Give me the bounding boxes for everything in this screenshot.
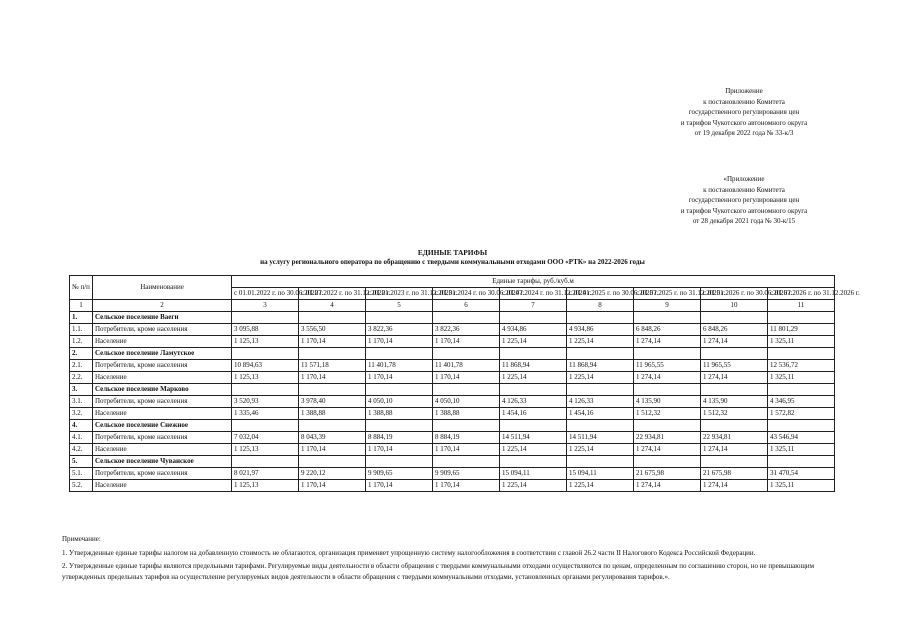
tariff-value-cell: 1 170,14	[433, 480, 500, 492]
empty-cell	[232, 420, 299, 432]
row-number: 3.2.	[70, 408, 93, 420]
header-period: с 01.07.2022 г. по 31.12.2022 г.	[299, 288, 366, 300]
empty-cell	[366, 420, 433, 432]
tariff-value-cell: 1 125,13	[232, 480, 299, 492]
empty-cell	[567, 420, 634, 432]
header-period: с 01.01.2023 г. по 31.12.2023 г.	[366, 288, 433, 300]
tariff-value-cell: 4 050,10	[366, 396, 433, 408]
tariff-value-cell: 1 225,14	[567, 480, 634, 492]
tariff-value-cell: 1 274,14	[701, 372, 768, 384]
empty-cell	[433, 420, 500, 432]
appendix-line: к постановлению Комитета	[703, 185, 785, 194]
tariff-value-cell: 1 512,32	[634, 408, 701, 420]
tariff-value-cell: 1 454,16	[500, 408, 567, 420]
table-row	[70, 468, 835, 480]
tariff-value-cell: 1 225,14	[500, 336, 567, 348]
empty-cell	[232, 384, 299, 396]
row-name: Потребители, кроме населения	[93, 468, 232, 480]
column-number: 7	[500, 300, 567, 312]
tariff-value-cell: 11 401,78	[366, 360, 433, 372]
row-number: 4.2.	[70, 444, 93, 456]
header-period: с 01.01.2026 г. по 30.06.2026 г.	[701, 288, 768, 300]
header-period: с 01.01.2024 г. по 30.06.2024 г.	[433, 288, 500, 300]
empty-cell	[567, 456, 634, 468]
column-number: 3	[232, 300, 299, 312]
tariff-value-cell: 6 848,26	[634, 324, 701, 336]
column-number: 2	[93, 300, 232, 312]
tariff-value-cell: 12 536,72	[768, 360, 835, 372]
tariff-value-cell: 3 556,50	[299, 324, 366, 336]
tariff-value-cell: 1 225,14	[567, 372, 634, 384]
row-name: Потребители, кроме населения	[93, 360, 232, 372]
column-number: 9	[634, 300, 701, 312]
tariff-value-cell: 1 388,88	[299, 408, 366, 420]
tariff-value-cell: 14 511,94	[567, 432, 634, 444]
row-number: 3.1.	[70, 396, 93, 408]
section-name: Сельское поселение Снежное	[93, 420, 232, 432]
tariff-value-cell: 1 325,11	[768, 480, 835, 492]
tariff-value-cell: 4 050,10	[433, 396, 500, 408]
tariffs-table	[69, 275, 860, 492]
section-row	[70, 312, 835, 324]
tariff-value-cell: 8 884,19	[366, 432, 433, 444]
tariff-value-cell: 3 095,88	[232, 324, 299, 336]
tariff-value-cell: 22 934,81	[701, 432, 768, 444]
header-tariffs-group: Единые тарифы, руб./куб.м	[232, 276, 835, 288]
section-name: Сельское поселение Ламутское	[93, 348, 232, 360]
tariff-value-cell: 8 021,97	[232, 468, 299, 480]
empty-cell	[500, 348, 567, 360]
empty-cell	[634, 456, 701, 468]
empty-cell	[366, 348, 433, 360]
tariff-value-cell: 4 126,33	[567, 396, 634, 408]
notes-block	[62, 534, 852, 585]
empty-cell	[500, 312, 567, 324]
tariff-value-cell: 1 225,14	[500, 480, 567, 492]
row-name: Население	[93, 444, 232, 456]
tariff-value-cell: 1 274,14	[634, 372, 701, 384]
tariff-value-cell: 21 675,98	[701, 468, 768, 480]
document-title: ЕДИНЫЕ ТАРИФЫ	[417, 248, 488, 257]
tariff-value-cell: 4 346,95	[768, 396, 835, 408]
tariff-value-cell: 1 274,14	[634, 480, 701, 492]
table-row	[70, 444, 835, 456]
column-number: 11	[768, 300, 835, 312]
tariff-value-cell: 11 868,94	[567, 360, 634, 372]
tariff-value-cell: 1 170,14	[433, 372, 500, 384]
tariff-value-cell: 8 884,19	[433, 432, 500, 444]
empty-cell	[768, 456, 835, 468]
tariff-value-cell: 22 934,81	[634, 432, 701, 444]
appendix-line: и тарифов Чукотского автономного округа	[680, 206, 808, 215]
row-name: Потребители, кроме населения	[93, 396, 232, 408]
column-number: 4	[299, 300, 366, 312]
section-name: Сельское поселение Ваеги	[93, 312, 232, 324]
row-name: Население	[93, 372, 232, 384]
column-number: 10	[701, 300, 768, 312]
table-row	[70, 480, 835, 492]
tariff-value-cell: 1 388,88	[366, 408, 433, 420]
table-row	[70, 336, 835, 348]
tariff-value-cell: 1 170,14	[299, 336, 366, 348]
section-number: 2.	[70, 348, 93, 360]
table-row	[70, 360, 835, 372]
empty-cell	[299, 420, 366, 432]
empty-cell	[768, 420, 835, 432]
tariff-value-cell: 1 512,32	[701, 408, 768, 420]
empty-cell	[433, 456, 500, 468]
section-number: 3.	[70, 384, 93, 396]
empty-cell	[366, 384, 433, 396]
tariff-value-cell: 1 125,13	[232, 444, 299, 456]
tariff-value-cell: 6 848,26	[701, 324, 768, 336]
tariff-value-cell: 4 126,33	[500, 396, 567, 408]
empty-cell	[232, 348, 299, 360]
table-row	[70, 432, 835, 444]
tariff-value-cell: 1 274,14	[701, 480, 768, 492]
tariff-value-cell: 1 388,88	[433, 408, 500, 420]
tariff-value-cell: 9 220,12	[299, 468, 366, 480]
table-row	[70, 324, 835, 336]
tariff-value-cell: 11 965,55	[634, 360, 701, 372]
empty-cell	[366, 456, 433, 468]
table-row	[70, 408, 835, 420]
tariff-value-cell: 1 225,14	[500, 444, 567, 456]
tariff-value-cell: 1 225,14	[567, 336, 634, 348]
column-number: 6	[433, 300, 500, 312]
section-name: Сельское поселение Марково	[93, 384, 232, 396]
column-number-row	[70, 300, 835, 312]
row-number: 4.1.	[70, 432, 93, 444]
empty-cell	[433, 348, 500, 360]
tariff-value-cell: 1 454,16	[567, 408, 634, 420]
appendix-block-previous	[620, 174, 868, 227]
tariff-value-cell: 1 325,11	[768, 336, 835, 348]
tariff-value-cell: 1 572,82	[768, 408, 835, 420]
section-row	[70, 384, 835, 396]
note-item: 2. Утвержденные единые тарифы являются предельными тарифами. Регулируемые виды деятельности в области обращения с твердыми коммунальными отходами осуществляются по ценам, определенным по соглашению сторон, но не превышающим утвержденных предельных тарифов на осуществление регулируемых видов деятельности в области обращения с твердыми коммунальными отходами, установленных органами регулирования тарифов.».	[62, 562, 815, 581]
empty-cell	[299, 312, 366, 324]
tariff-value-cell: 11 965,55	[701, 360, 768, 372]
appendix-line: государственного регулирования цен	[688, 196, 800, 204]
tariff-value-cell: 1 170,14	[433, 336, 500, 348]
empty-cell	[299, 384, 366, 396]
row-number: 2.1.	[70, 360, 93, 372]
tariff-value-cell: 1 170,14	[366, 444, 433, 456]
empty-cell	[433, 312, 500, 324]
column-number: 8	[567, 300, 634, 312]
row-number: 1.2.	[70, 336, 93, 348]
note-item: 1. Утвержденные единые тарифы налогом на добавленную стоимость не облагаются, организация применяет упрощенную систему налогообложения в соответствии с главой 26.2 части II Налогового Кодекса Российской Федерации.	[62, 548, 756, 557]
row-number: 1.1.	[70, 324, 93, 336]
appendix-block-current	[620, 86, 868, 139]
empty-cell	[500, 384, 567, 396]
row-name: Население	[93, 336, 232, 348]
header-period: с 01.07.2026 г. по 31.12.2026 г.	[768, 288, 835, 300]
tariff-value-cell: 4 934,86	[500, 324, 567, 336]
tariff-value-cell: 1 170,14	[299, 444, 366, 456]
empty-cell	[768, 312, 835, 324]
section-name: Сельское поселение Чуванское	[93, 456, 232, 468]
tariff-value-cell: 1 325,11	[768, 372, 835, 384]
tariff-value-cell: 11 401,78	[433, 360, 500, 372]
column-number: 1	[70, 300, 93, 312]
tariff-value-cell: 3 520,93	[232, 396, 299, 408]
appendix-line: от 28 декабря 2021 года № 30-к/15	[692, 217, 796, 225]
appendix-line: и тарифов Чукотского автономного округа	[680, 118, 808, 127]
tariff-value-cell: 43 546,94	[768, 432, 835, 444]
row-number: 5.2.	[70, 480, 93, 492]
tariff-value-cell: 1 225,14	[500, 372, 567, 384]
empty-cell	[634, 384, 701, 396]
appendix-line: государственного регулирования цен	[688, 108, 800, 116]
row-name: Потребители, кроме населения	[93, 324, 232, 336]
tariff-value-cell: 11 868,94	[500, 360, 567, 372]
section-number: 4.	[70, 420, 93, 432]
tariff-value-cell: 1 325,11	[768, 444, 835, 456]
empty-cell	[567, 348, 634, 360]
empty-cell	[634, 348, 701, 360]
header-period: с 01.01.2022 г. по 30.06.2022 г.	[232, 288, 299, 300]
empty-cell	[299, 348, 366, 360]
empty-cell	[634, 420, 701, 432]
empty-cell	[701, 384, 768, 396]
empty-cell	[768, 348, 835, 360]
empty-cell	[701, 456, 768, 468]
tariff-value-cell: 1 274,14	[701, 444, 768, 456]
tariff-value-cell: 14 511,94	[500, 432, 567, 444]
empty-cell	[701, 348, 768, 360]
section-row	[70, 348, 835, 360]
empty-cell	[701, 420, 768, 432]
tariff-value-cell: 31 470,54	[768, 468, 835, 480]
tariff-value-cell: 7 032,04	[232, 432, 299, 444]
tariffs-table-body	[70, 312, 835, 492]
tariff-value-cell: 1 170,14	[366, 336, 433, 348]
tariff-value-cell: 4 934,86	[567, 324, 634, 336]
tariff-value-cell: 9 909,65	[366, 468, 433, 480]
section-number: 1.	[70, 312, 93, 324]
tariff-value-cell: 10 894,63	[232, 360, 299, 372]
tariff-value-cell: 3 822,36	[433, 324, 500, 336]
tariff-value-cell: 1 170,14	[299, 480, 366, 492]
tariff-value-cell: 1 274,14	[701, 336, 768, 348]
appendix-line: «Приложение	[723, 175, 765, 183]
row-name: Население	[93, 480, 232, 492]
tariff-value-cell: 4 135,90	[634, 396, 701, 408]
tariff-value-cell: 1 125,13	[232, 372, 299, 384]
empty-cell	[500, 420, 567, 432]
header-period: с 01.07.2024 г. по 31.12.2024 г.	[500, 288, 567, 300]
tariff-value-cell: 4 135,90	[701, 396, 768, 408]
row-number: 2.2.	[70, 372, 93, 384]
tariff-value-cell: 21 675,98	[634, 468, 701, 480]
empty-cell	[232, 456, 299, 468]
document-subtitle: на услугу регионального оператора по обращению с твердыми коммунальными отходами ООО «РТК» на 2022-2026 годы	[260, 258, 645, 266]
row-name: Потребители, кроме населения	[93, 432, 232, 444]
empty-cell	[634, 312, 701, 324]
tariff-value-cell: 1 274,14	[634, 336, 701, 348]
header-period: с 01.01.2025 г. по 30.06.2025 г.	[567, 288, 634, 300]
table-row	[70, 372, 835, 384]
tariff-value-cell: 1 170,14	[433, 444, 500, 456]
tariff-value-cell: 1 170,14	[366, 480, 433, 492]
row-number: 5.1.	[70, 468, 93, 480]
tariff-value-cell: 1 225,14	[567, 444, 634, 456]
notes-heading: Примечание:	[62, 535, 101, 543]
empty-cell	[433, 384, 500, 396]
empty-cell	[768, 384, 835, 396]
appendix-line: к постановлению Комитета	[703, 97, 785, 106]
empty-cell	[500, 456, 567, 468]
header-period: с 01.07.2025 г. по 31.12.2025 г.	[634, 288, 701, 300]
tariff-value-cell: 11 571,18	[299, 360, 366, 372]
appendix-line: Приложение	[725, 87, 763, 95]
empty-cell	[701, 312, 768, 324]
tariff-value-cell: 1 170,14	[299, 372, 366, 384]
tariff-value-cell: 3 978,40	[299, 396, 366, 408]
section-row	[70, 456, 835, 468]
row-name: Население	[93, 408, 232, 420]
tariff-value-cell: 1 335,46	[232, 408, 299, 420]
header-name: Наименование	[93, 276, 232, 300]
section-row	[70, 420, 835, 432]
empty-cell	[299, 456, 366, 468]
empty-cell	[567, 312, 634, 324]
empty-cell	[567, 384, 634, 396]
empty-cell	[366, 312, 433, 324]
tariff-value-cell: 8 043,39	[299, 432, 366, 444]
tariff-value-cell: 15 094,11	[567, 468, 634, 480]
tariff-value-cell: 15 094,11	[500, 468, 567, 480]
tariff-value-cell: 1 274,14	[634, 444, 701, 456]
section-number: 5.	[70, 456, 93, 468]
tariff-value-cell: 3 822,36	[366, 324, 433, 336]
tariff-value-cell: 11 801,29	[768, 324, 835, 336]
appendix-line: от 19 декабря 2022 года № 33-к/3	[694, 129, 794, 137]
header-num: № п/п	[70, 276, 93, 300]
tariff-value-cell: 1 125,13	[232, 336, 299, 348]
table-row	[70, 396, 835, 408]
tariff-value-cell: 1 170,14	[366, 372, 433, 384]
tariff-value-cell: 9 909,65	[433, 468, 500, 480]
column-number: 5	[366, 300, 433, 312]
empty-cell	[232, 312, 299, 324]
